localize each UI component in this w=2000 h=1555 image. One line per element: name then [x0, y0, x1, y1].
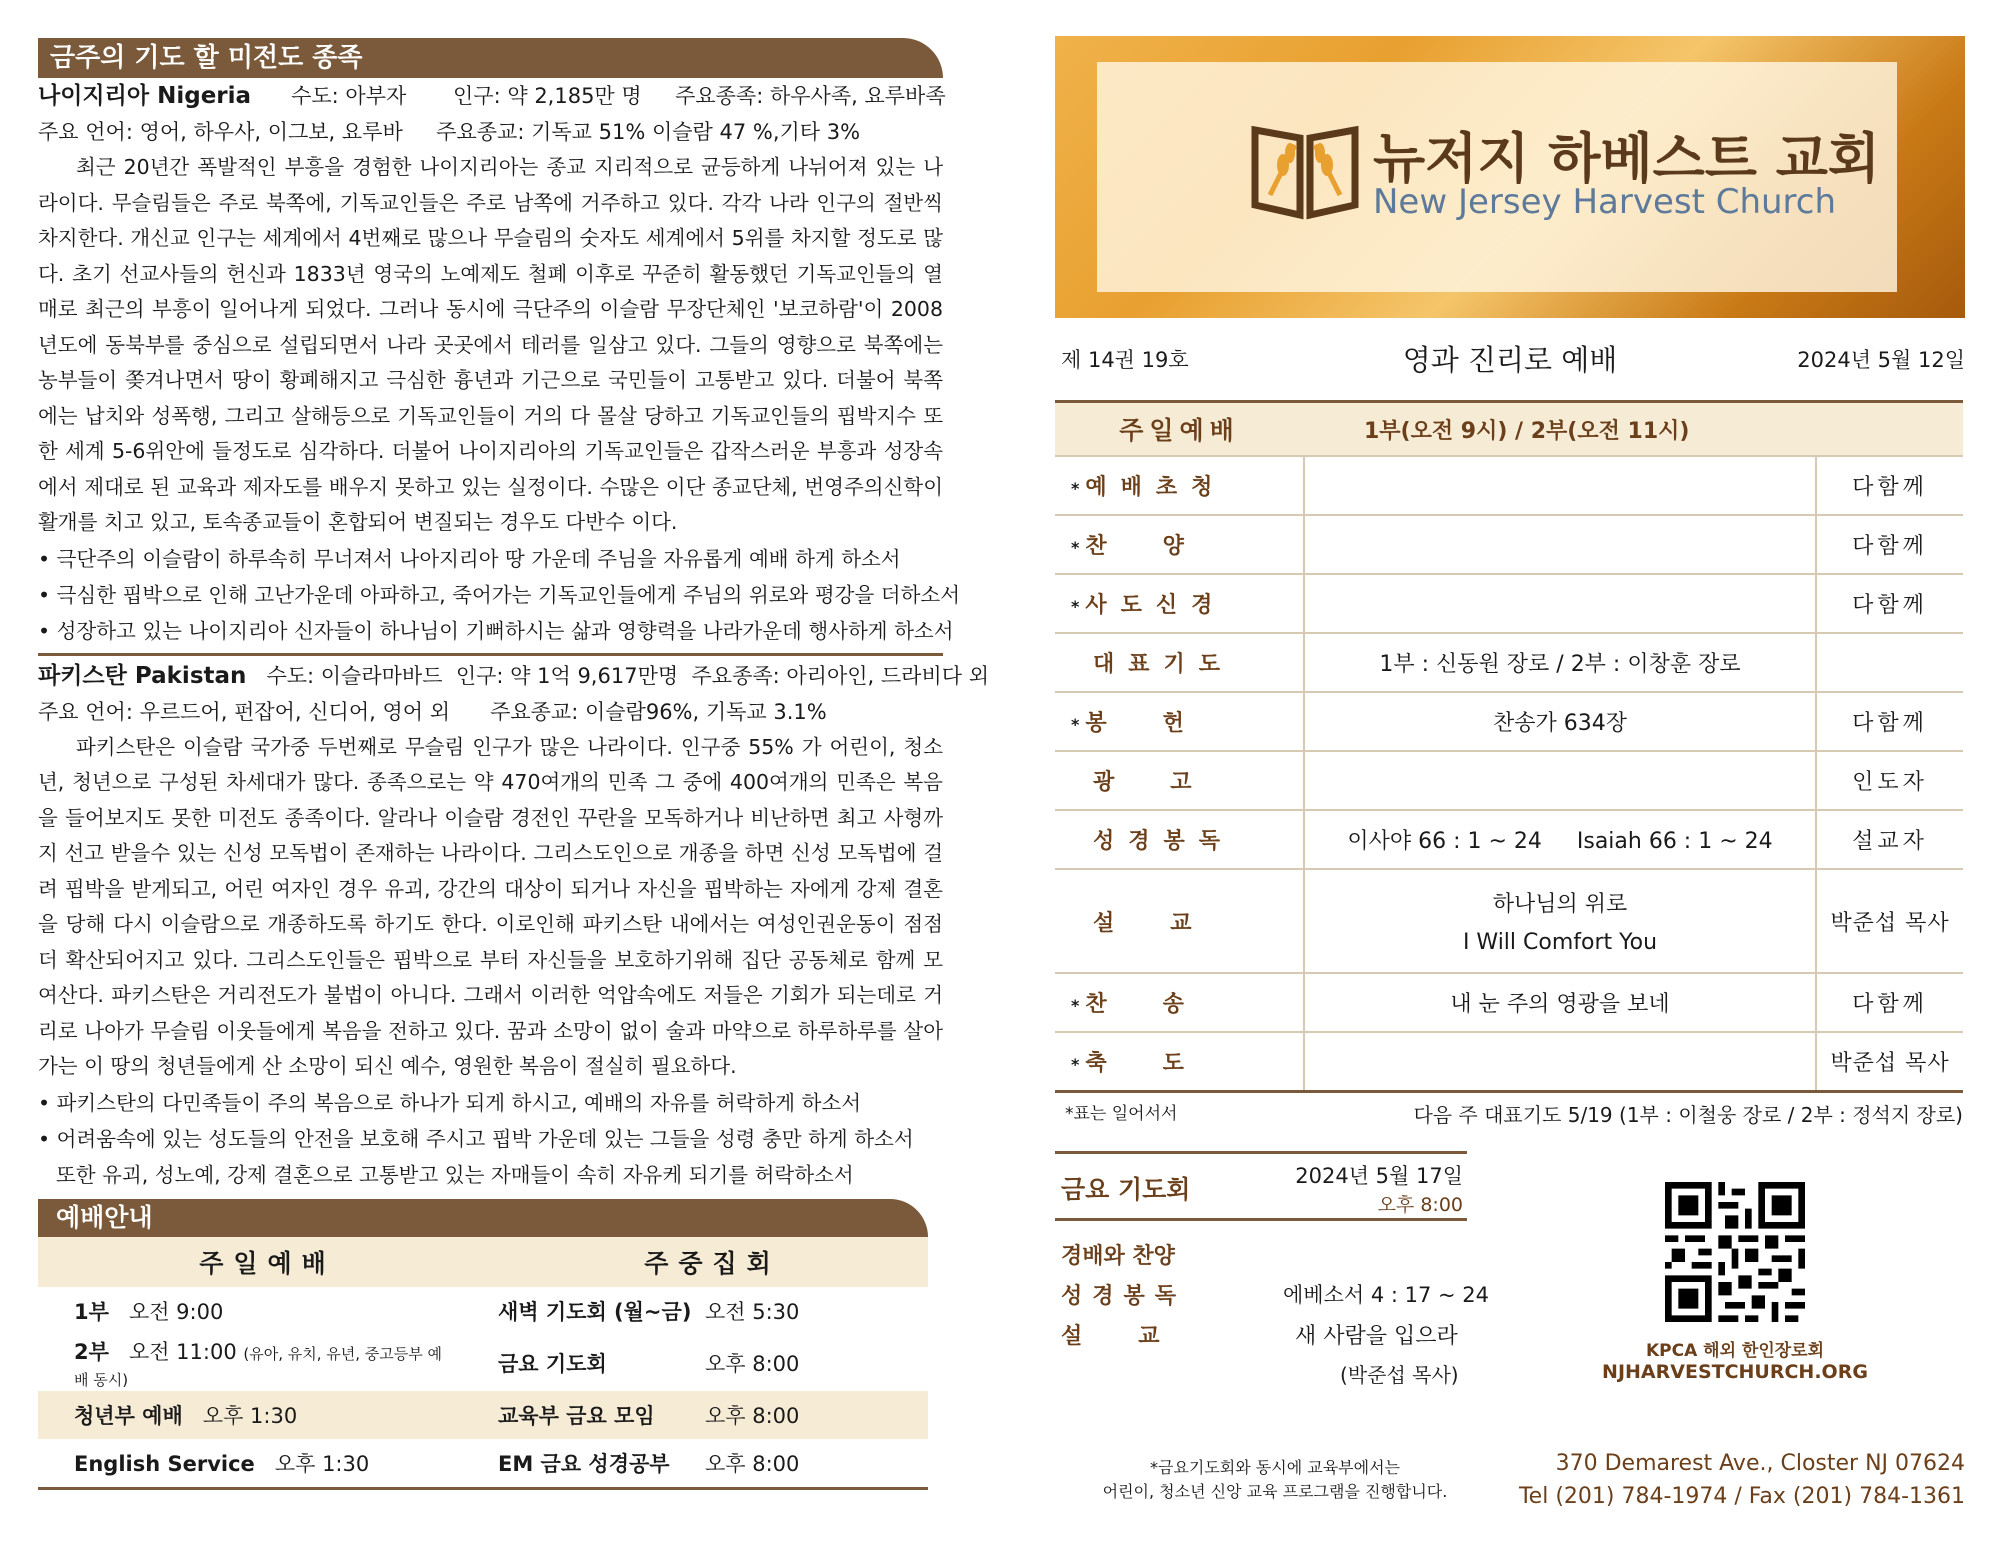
- stand-marker: *: [1071, 479, 1080, 498]
- order-item-content: [1304, 1032, 1816, 1092]
- schedule-col-sunday: 주일예배: [38, 1237, 497, 1287]
- address: 370 Demarest Ave., Closter NJ 07624: [1555, 1451, 1965, 1476]
- pakistan-prayer-1: • 파키스탄의 다민족들이 주의 복음으로 하나가 되게 하시고, 예배의 자유를 허락하게 하소서: [38, 1090, 861, 1115]
- nigeria-info-line-1: [38, 78, 946, 114]
- order-item-leader: [1816, 633, 1963, 692]
- church-name-korean: 뉴저지 하베스트 교회: [1373, 127, 1881, 190]
- friday-time: 오후 8:00: [1377, 1194, 1463, 1216]
- order-row: [1055, 692, 1963, 751]
- schedule-row: [38, 1439, 928, 1487]
- order-item-leader: 박준섭 목사: [1816, 1032, 1963, 1092]
- friday-program: [1055, 1221, 1495, 1411]
- order-item-leader: 인도자: [1816, 751, 1963, 810]
- order-of-worship: [1055, 400, 1963, 1093]
- order-row: [1055, 810, 1963, 869]
- nigeria-name: 나이지리아 Nigeria: [38, 83, 252, 109]
- schedule-service-name: 청년부 예배: [74, 1403, 183, 1428]
- schedule-meeting-time: 오후 8:00: [705, 1451, 800, 1476]
- schedule-service-time: 오후 1:30: [274, 1451, 370, 1476]
- nigeria-body: 최근 20년간 폭발적인 부흥을 경험한 나이지리아는 종교 지리적으로 균등하게 나뉘어져 있는 나라이다. 무슬림들은 주로 북쪽에, 기독교인들은 주로 남쪽에 거주하고 있다. 각각 나라 인구의 절반씩 차지한다. 개신교 인구는 세계에서 4번째로 많으나 무슬림의 숫자도 세계에서 5위를 차지할 정도로 많다. 초기 선교사들의 헌신과 1833년 영국의 노예제도 철폐 이후로 꾸준히 활동했던 기독교인들의 열매로 최근의 부흥이 일어나게 되었다. 그러나 동시에 극단주의 이슬람 무장단체인 '보코하람'이 2008년도에 동북부를 중심으로 설립되면서 나라 곳곳에서 테러를 일삼고 있다. 그들의 영향으로 북쪽에는 농부들이 쫒겨나면서 땅이 황폐해지고 극심한 흉년과 기근으로 국민들이 고통받고 있다. 더불어 북쪽에는 납치와 성폭행, 그리고 살해등으로 기독교인들이 거의 다 몰살 당하고 기독교인들의 핍박지수 또한 세계 5-6위안에 들정도로 심각하다. 더불어 나이지리아의 기독교인들은 갑작스러운 부흥과 성장속에서 제대로 된 교육과 제자도를 배우지 못하고 있는 실정이다. 수많은 이단 종교단체, 번영주의신학이 활개를 치고 있고, 토속종교들이 혼합되어 변질되는 경우도 다반수 이다.: [38, 155, 943, 534]
- schedule-meeting-name: 금요 기도회: [498, 1351, 607, 1376]
- pakistan-capital: 수도: 이슬라마바드: [266, 663, 443, 688]
- left-column: [38, 38, 989, 1490]
- nigeria-info-line-2: [38, 114, 943, 150]
- friday-item-value: 새 사람을 입으라: [1295, 1324, 1458, 1349]
- order-item-content: 1부 : 신동원 장로 / 2부 : 이창훈 장로: [1304, 633, 1816, 692]
- pakistan-religion: 주요종교: 이슬람96%, 기독교 3.1%: [490, 699, 827, 724]
- order-item-label: 예배초청: [1085, 475, 1227, 500]
- schedule-col-weekday: 주중집회: [497, 1237, 928, 1287]
- order-item-label: 성경봉독: [1055, 810, 1304, 869]
- order-item-label: 설교: [1055, 869, 1304, 973]
- nigeria-population: 인구: 약 2,185만 명: [453, 84, 642, 108]
- schedule-service-time: 오후 1:30: [202, 1403, 298, 1428]
- section-title: 금주의 기도 할 미전도 종족: [38, 38, 943, 78]
- order-item-content: [1304, 515, 1816, 574]
- volume-number: 제 14권 19호: [1061, 348, 1189, 372]
- order-item-leader: 다함께: [1816, 456, 1963, 515]
- order-row: [1055, 574, 1963, 633]
- service-title: 영과 진리로 예배: [1402, 343, 1618, 377]
- church-logo-icon: [1250, 120, 1360, 220]
- friday-item-label: 경배와 찬양: [1061, 1244, 1175, 1269]
- order-header-times: 1부(오전 9시) / 2부(오전 11시): [1304, 402, 1963, 457]
- order-row: [1055, 1032, 1963, 1092]
- stand-marker: *: [1071, 1055, 1080, 1074]
- website: NJHARVESTCHURCH.ORG: [1602, 1361, 1868, 1383]
- phone-fax: Tel (201) 784-1974 / Fax (201) 784-1361: [1518, 1484, 1965, 1509]
- nigeria-prayer-1: • 극단주의 이슬람이 하루속히 무너져서 나아지리아 땅 가운데 주님을 자유롭게 예배 하게 하소서: [38, 546, 901, 571]
- schedule-meeting-time: 오후 8:00: [704, 1391, 928, 1439]
- friday-header: [1055, 1151, 1467, 1221]
- section-divider: [38, 653, 943, 656]
- header-banner: [1055, 36, 1965, 318]
- order-item-label: 광고: [1055, 751, 1304, 810]
- order-item-leader: 다함께: [1816, 973, 1963, 1032]
- order-item-content: 이사야 66 : 1 ~ 24 Isaiah 66 : 1 ~ 24: [1304, 810, 1816, 869]
- order-item-leader: 다함께: [1816, 692, 1963, 751]
- pakistan-prayer-3: 또한 유괴, 성노예, 강제 결혼으로 고통받고 있는 자매들이 속히 자유케 되기를 허락하소서: [56, 1162, 854, 1187]
- order-item-label: 사도신경: [1085, 593, 1227, 618]
- schedule-service-note: (유아, 유치, 유년, 중고등부 예배 동시): [74, 1344, 443, 1389]
- schedule-service-time: 오전 9:00: [128, 1299, 224, 1324]
- qr-code-icon: [1665, 1182, 1805, 1322]
- nigeria-prayer-2: • 극심한 핍박으로 인해 고난가운데 아파하고, 죽어가는 기독교인들에게 주님의 위로와 평강을 더하소서: [38, 582, 961, 607]
- order-row: [1055, 751, 1963, 810]
- pakistan-info-line-1: [38, 658, 989, 694]
- pakistan-body: 파키스탄은 이슬람 국가중 두번째로 무슬림 인구가 많은 나라이다. 인구중 55% 가 어린이, 청소년, 청년으로 구성된 차세대가 많다. 종족으로는 약 470여개의 민족 그 중에 400여개의 민족은 복음을 들어보지도 못한 미전도 종족이다. 알라나 이슬람 경전인 꾸란을 모독하거나 비난하면 최고 사형까지 선고 받을수 있는 신성 모독법이 존재하는 나라이다. 그리스도인으로 개종을 하면 신성 모독법에 걸려 핍박을 받게되고, 어린 여자인 경우 유괴, 강간의 대상이 되거나 자신을 핍박하는 자에게 강제 결혼을 당해 다시 이슬람으로 개종하도록 하기도 한다. 이로인해 파키스탄 내에서는 여성인권운동이 점점 더 확산되어지고 있다. 그리스도인들은 핍박으로 부터 자신들을 보호하기위해 집단 공동체로 함께 모여산다. 파키스탄은 거리전도가 불법이 아니다. 그래서 이러한 억압속에도 저들은 기회가 되는데로 거리로 나아가 무슬림 이웃들에게 복음을 전하고 있다. 꿈과 소망이 없이 술과 마약으로 하루하루를 살아가는 이 땅의 청년들에게 산 소망이 되신 예수, 영원한 복음이 절실히 필요하다.: [38, 734, 943, 1078]
- order-item-leader: 다함께: [1816, 515, 1963, 574]
- stand-marker: *: [1071, 538, 1080, 557]
- schedule-header-row: [38, 1237, 928, 1287]
- order-notes: [1055, 1093, 1965, 1133]
- friday-item-label: 성경봉독: [1061, 1284, 1187, 1309]
- sermon-title-english: I Will Comfort You: [1462, 930, 1658, 955]
- issue-row: [1055, 330, 1965, 390]
- order-row: [1055, 869, 1963, 973]
- order-row: [1055, 633, 1963, 692]
- pakistan-language: 주요 언어: 우르드어, 펀잡어, 신디어, 영어 외: [38, 699, 451, 724]
- next-week-prayer: 다음 주 대표기도 5/19 (1부 : 이철웅 장로 / 2부 : 정석지 장로): [1413, 1103, 1963, 1127]
- pakistan-ethnic: 주요종족: 아리아인, 드라비다 외: [691, 663, 989, 688]
- schedule-meeting-time: 오후 8:00: [705, 1351, 800, 1376]
- order-item-leader: 설교자: [1816, 810, 1963, 869]
- order-item-label: 축도: [1085, 1051, 1240, 1076]
- schedule-meeting-name: EM 금요 성경공부: [498, 1451, 670, 1476]
- nigeria-capital: 수도: 아부자: [291, 84, 407, 108]
- friday-note-line-1: *금요기도회와 동시에 교육부에서는: [1149, 1458, 1400, 1477]
- schedule-bottom-rule: [38, 1487, 928, 1490]
- schedule-meeting-time: 오전 5:30: [705, 1299, 800, 1324]
- issue-date: 2024년 5월 12일: [1797, 348, 1965, 372]
- church-name-english: New Jersey Harvest Church: [1373, 182, 1837, 222]
- schedule-meeting-name: 교육부 금요 모임: [497, 1391, 704, 1439]
- order-item-leader: 박준섭 목사: [1816, 869, 1963, 973]
- order-item-label: 대표기도: [1055, 633, 1304, 692]
- order-item-content: 내 눈 주의 영광을 보네: [1304, 973, 1816, 1032]
- order-item-leader: 다함께: [1816, 574, 1963, 633]
- order-item-content: [1304, 456, 1816, 515]
- nigeria-ethnic: 주요종족: 하우사족, 요루바족: [675, 84, 946, 108]
- order-row: [1055, 456, 1963, 515]
- friday-note-line-2: 어린이, 청소년 신앙 교육 프로그램을 진행합니다.: [1102, 1482, 1448, 1501]
- pakistan-name: 파키스탄 Pakistan: [38, 662, 247, 689]
- order-header-row: [1055, 402, 1963, 457]
- pakistan-info-line-2: [38, 694, 943, 730]
- order-item-label: 찬양: [1085, 534, 1240, 559]
- sermon-title-korean: 하나님의 위로: [1492, 892, 1628, 917]
- order-header-label: 주일예배: [1055, 402, 1304, 457]
- stand-marker: *: [1071, 597, 1080, 616]
- friday-preacher: (박준섭 목사): [1340, 1363, 1459, 1387]
- order-item-content: [1304, 574, 1816, 633]
- schedule-row: [38, 1335, 928, 1391]
- schedule-row: [38, 1287, 928, 1335]
- pakistan-prayer-2: • 어려움속에 있는 성도들의 안전을 보호해 주시고 핍박 가운데 있는 그들을 성령 충만 하게 하소서: [38, 1126, 914, 1151]
- schedule-service-name: English Service: [74, 1451, 255, 1476]
- kpca-label: KPCA 해외 한인장로회: [1645, 1341, 1825, 1361]
- schedule-row: [38, 1391, 928, 1439]
- schedule-service-name: 1부: [74, 1299, 109, 1324]
- schedule-service-name: 2부: [74, 1339, 109, 1364]
- schedule-table: [38, 1237, 928, 1487]
- order-item-content: 찬송가 634장: [1304, 692, 1816, 751]
- pakistan-population: 인구: 약 1억 9,617만명: [455, 663, 679, 688]
- stand-marker: *: [1071, 996, 1080, 1015]
- stand-note: *표는 일어서서: [1065, 1104, 1178, 1124]
- schedule-service-time: 오전 11:00: [128, 1339, 237, 1364]
- schedule-title: 예배안내: [38, 1199, 928, 1237]
- stand-marker: *: [1071, 715, 1080, 734]
- friday-date: 2024년 5월 17일: [1295, 1164, 1463, 1188]
- order-item-content: [1304, 751, 1816, 810]
- order-row: [1055, 973, 1963, 1032]
- schedule-meeting-name: 새벽 기도회 (월~금): [498, 1299, 692, 1324]
- order-item-label: 봉헌: [1085, 711, 1240, 736]
- friday-note: [1055, 1456, 1495, 1504]
- friday-item-value: 에베소서 4 : 17 ~ 24: [1283, 1283, 1489, 1307]
- friday-title: 금요 기도회: [1061, 1175, 1191, 1204]
- order-item-label: 찬송: [1085, 992, 1240, 1017]
- right-column: [1055, 36, 1965, 1509]
- nigeria-language: 주요 언어: 영어, 하우사, 이그보, 요루바: [38, 120, 403, 144]
- order-row: [1055, 515, 1963, 574]
- nigeria-religion: 주요종교: 기독교 51% 이슬람 47 %,기타 3%: [436, 120, 861, 144]
- nigeria-prayer-3: • 성장하고 있는 나이지리아 신자들이 하나님이 기뻐하시는 삶과 영향력을 나라가운데 행사하게 하소서: [38, 618, 954, 643]
- friday-item-label: 설교: [1061, 1324, 1216, 1349]
